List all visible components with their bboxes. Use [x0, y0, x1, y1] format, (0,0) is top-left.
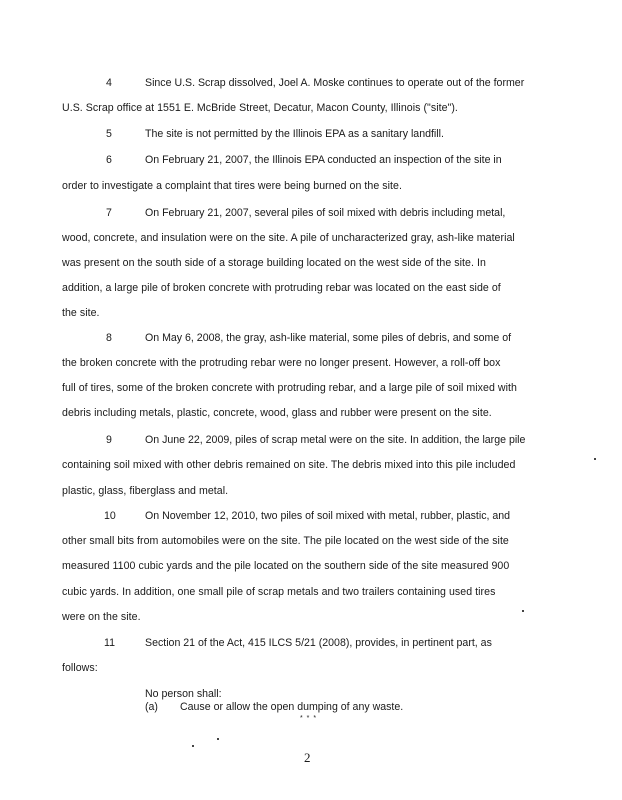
paragraph-number: 10 — [104, 510, 116, 522]
paragraph-text: On November 12, 2010, two piles of soil mixed with metal, rubber, plastic, and — [145, 510, 511, 522]
scan-speck — [522, 610, 524, 612]
paragraph-text: On February 21, 2007, several piles of soil mixed with debris including metal, — [145, 207, 506, 219]
paragraph-number: 9 — [106, 434, 112, 446]
paragraph-text: The site is not permitted by the Illinois EPA as a sanitary landfill. — [145, 128, 444, 140]
paragraph-text: cubic yards. In addition, one small pile of scrap metals and two trailers containing used tires — [62, 586, 496, 598]
paragraph-text: follows: — [62, 662, 98, 674]
paragraph-number: 5 — [106, 128, 112, 140]
quote-intro: No person shall: — [145, 688, 222, 700]
paragraph-text: wood, concrete, and insulation were on the site. A pile of uncharacterized gray, ash-like material — [62, 232, 515, 244]
paragraph-text: containing soil mixed with other debris remained on site. The debris mixed into this pile included — [62, 459, 516, 471]
paragraph-text: measured 1100 cubic yards and the pile located on the southern side of the site measured 900 — [62, 560, 510, 572]
paragraph-text: other small bits from automobiles were on the site. The pile located on the west side of the site — [62, 535, 509, 547]
paragraph-text: order to investigate a complaint that tires were being burned on the site. — [62, 180, 402, 192]
paragraph-number: 6 — [106, 154, 112, 166]
paragraph-number: 8 — [106, 332, 112, 344]
paragraph-text: On February 21, 2007, the Illinois EPA conducted an inspection of the site in — [145, 154, 502, 166]
quote-item-label: (a) — [145, 701, 158, 713]
paragraph-number: 11 — [104, 637, 115, 649]
scan-speck — [594, 458, 596, 460]
paragraph-text: full of tires, some of the broken concrete with protruding rebar, and a large pile of soil mixed with — [62, 382, 517, 394]
paragraph-text: debris including metals, plastic, concrete, wood, glass and rubber were present on the site. — [62, 407, 492, 419]
paragraph-text: were on the site. — [62, 611, 141, 623]
paragraph-number: 4 — [106, 77, 112, 89]
paragraph-text: the broken concrete with the protruding rebar were no longer present. However, a roll-off box — [62, 357, 501, 369]
paragraph-text: plastic, glass, fiberglass and metal. — [62, 485, 229, 497]
paragraph-text: was present on the south side of a storage building located on the west side of the site. In — [62, 257, 486, 269]
quote-ellipsis: * * * — [300, 715, 318, 722]
paragraph-text: On June 22, 2009, piles of scrap metal were on the site. In addition, the large pile — [145, 434, 526, 446]
paragraph-text: U.S. Scrap office at 1551 E. McBride Street, Decatur, Macon County, Illinois ("site"). — [62, 102, 458, 114]
quote-item-text: Cause or allow the open dumping of any waste. — [180, 701, 404, 713]
paragraph-text: Since U.S. Scrap dissolved, Joel A. Moske continues to operate out of the former — [145, 77, 525, 89]
paragraph-number: 7 — [106, 207, 112, 219]
paragraph-text: the site. — [62, 307, 100, 319]
paragraph-text: addition, a large pile of broken concrete with protruding rebar was located on the east side of — [62, 282, 501, 294]
paragraph-text: On May 6, 2008, the gray, ash-like material, some piles of debris, and some of — [145, 332, 512, 344]
scan-speck — [217, 738, 219, 740]
page-number: 2 — [304, 750, 311, 765]
scan-speck — [192, 745, 194, 747]
paragraph-text: Section 21 of the Act, 415 ILCS 5/21 (2008), provides, in pertinent part, as — [145, 637, 492, 649]
